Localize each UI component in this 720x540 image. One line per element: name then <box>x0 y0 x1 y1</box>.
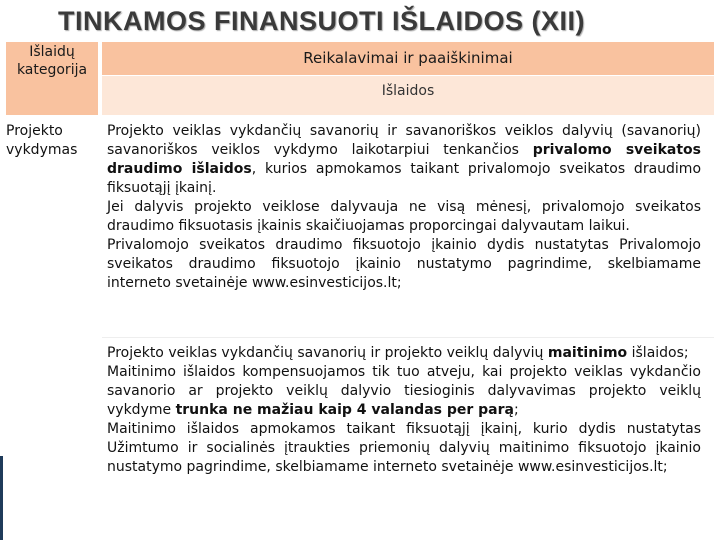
meals-bold: maitinimo <box>547 345 628 361</box>
health-insurance-block <box>107 122 701 293</box>
left-edge-bar <box>0 456 3 540</box>
health-insurance-text: Projekto veiklas vykdančių savanorių ir savanoriškos veiklos dalyvių (savanorių) savanoriškos veiklos vykdymo laikotarpiui tenkančios privalomo sveikatos draudimo išlaidos, kurios apmokamos taikant privalomojo sveikatos draudimo fiksuotąjį įkainį. <box>107 123 702 196</box>
partial-month-text: Jei dalyvis projekto veiklose dalyvauja ne visą mėnesį, privalomojo sveikatos draudimo fiksuotasis įkainis skaičiuojamas proporcingai dalyvautam laikui. <box>107 199 701 234</box>
header-expenses: Išlaidos <box>102 76 714 115</box>
meals-condition-text: Maitinimo išlaidos kompensuojamos tik tuo atveju, kai projekto veiklas vykdančio savanorio ar projekto veiklų dalyvio tiesioginis dalyvavimas projekto veiklų vykdyme trunka ne mažiau kaip 4 valandas per parą; <box>107 364 701 418</box>
health-insurance-bold: privalomo sveikatos draudimo išlaidos <box>107 142 701 177</box>
row-separator <box>102 337 714 338</box>
category-cell: Projekto vykdymas <box>6 123 78 158</box>
fixed-rate-text: Privalomojo sveikatos draudimo fiksuotojo įkainio dydis nustatytas Privalomojo sveikatos draudimo fiksuotojo įkainio nustatymo pagrindime, skelbiamame interneto svetainėje www.esinvesticijos.lt; <box>107 237 701 291</box>
meals-text: Projekto veiklas vykdančių savanorių ir projekto veiklų dalyvių maitinimo išlaidos; <box>107 345 689 361</box>
meals-block <box>107 344 701 477</box>
meals-condition-bold: trunka ne mažiau kaip 4 valandas per parą <box>175 402 514 418</box>
page-title: TINKAMOS FINANSUOTI IŠLAIDOS (XII) <box>58 6 585 36</box>
header-category: Išlaidų kategorija <box>6 42 98 115</box>
meals-rate-text: Maitinimo išlaidos apmokamos taikant fiksuotąjį įkainį, kurio dydis nustatytas Užimtumo ir socialinės įtraukties priemonių dalyvių maitinimo fiksuotojo įkainio nustatymo pagrindime, skelbiamame interneto svetainėje www.esinvesticijos.lt; <box>107 421 701 475</box>
header-requirements: Reikalavimai ir paaiškinimai <box>102 42 714 75</box>
